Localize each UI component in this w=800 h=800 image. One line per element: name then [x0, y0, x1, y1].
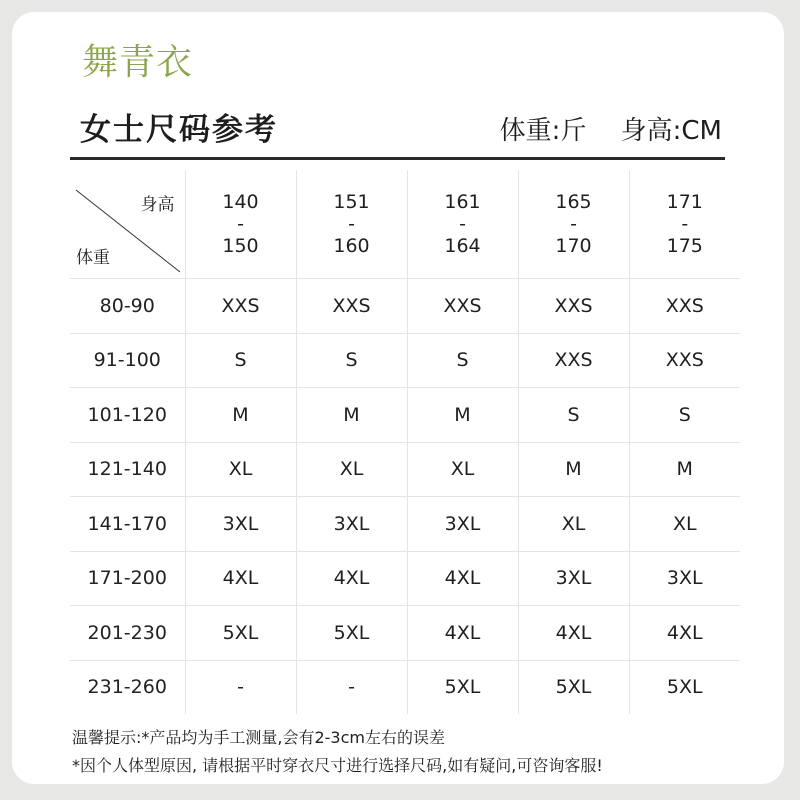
note-line: 温馨提示:*产品均为手工测量,会有2-3cm左右的误差	[72, 728, 445, 747]
height-to: 170	[555, 235, 592, 257]
size-cell: 4XL	[407, 551, 518, 606]
height-from: 161	[444, 191, 481, 213]
size-cell: XL	[185, 442, 296, 497]
size-cell: 4XL	[296, 551, 407, 606]
weight-range-cell: 80-90	[70, 279, 185, 334]
size-cell: -	[185, 660, 296, 714]
height-to: 164	[444, 235, 481, 257]
weight-range-cell: 201-230	[70, 606, 185, 661]
size-cell: 5XL	[185, 606, 296, 661]
size-cell: M	[185, 388, 296, 443]
corner-weight-label: 体重	[76, 248, 110, 268]
height-column-header	[518, 170, 629, 279]
height-to: 175	[666, 235, 703, 257]
size-cell: XXS	[518, 279, 629, 334]
weight-unit: 体重:斤	[499, 116, 587, 146]
size-cell: 4XL	[518, 606, 629, 661]
size-cell: S	[296, 333, 407, 388]
size-table	[70, 170, 740, 714]
size-cell: 5XL	[518, 660, 629, 714]
table-row	[70, 388, 740, 443]
height-to: 160	[333, 235, 370, 257]
size-cell: 3XL	[518, 551, 629, 606]
corner-height-label: 身高	[140, 195, 175, 215]
table-row	[70, 497, 740, 552]
size-cell: M	[629, 442, 740, 497]
height-from: 140	[222, 191, 259, 213]
size-cell: 5XL	[629, 660, 740, 714]
height-column-header	[629, 170, 740, 279]
table-row	[70, 333, 740, 388]
height-dash: -	[459, 213, 466, 235]
note-line: *因个人体型原因, 请根据平时穿衣尺寸进行选择尺码,如有疑问,可咨询客服!	[72, 756, 603, 775]
size-cell: XL	[518, 497, 629, 552]
size-cell: 5XL	[407, 660, 518, 714]
size-cell: S	[518, 388, 629, 443]
weight-range-cell: 91-100	[70, 333, 185, 388]
size-cell: XXS	[629, 333, 740, 388]
size-cell: XXS	[518, 333, 629, 388]
size-cell: S	[185, 333, 296, 388]
size-cell: XL	[407, 442, 518, 497]
size-cell: M	[518, 442, 629, 497]
height-from: 151	[333, 191, 370, 213]
size-cell: 3XL	[185, 497, 296, 552]
height-column-header	[185, 170, 296, 279]
size-cell: 5XL	[296, 606, 407, 661]
table-header-row	[70, 170, 740, 279]
size-cell: 4XL	[185, 551, 296, 606]
size-cell: XXS	[296, 279, 407, 334]
size-cell: S	[629, 388, 740, 443]
table-row	[70, 660, 740, 714]
table-row	[70, 606, 740, 661]
table-row	[70, 442, 740, 497]
title-divider	[70, 157, 725, 160]
height-dash: -	[681, 213, 689, 235]
size-cell: M	[296, 388, 407, 443]
height-dash: -	[570, 213, 577, 235]
weight-range-cell: 141-170	[70, 497, 185, 552]
size-cell: M	[407, 388, 518, 443]
height-from: 165	[555, 191, 592, 213]
brand-logo: 舞青衣	[82, 42, 194, 83]
height-to: 150	[222, 235, 259, 257]
height-dash: -	[237, 213, 244, 235]
table-row	[70, 279, 740, 334]
weight-range-cell: 231-260	[70, 660, 185, 714]
height-column-header	[407, 170, 518, 279]
size-cell: XXS	[407, 279, 518, 334]
size-cell: XL	[296, 442, 407, 497]
size-cell: 3XL	[407, 497, 518, 552]
height-column-header	[296, 170, 407, 279]
size-cell: -	[296, 660, 407, 714]
notes	[72, 724, 603, 780]
height-unit: 身高:CM	[620, 116, 722, 146]
page-title: 女士尺码参考	[80, 112, 278, 148]
size-cell: XL	[629, 497, 740, 552]
size-cell: XXS	[185, 279, 296, 334]
weight-range-cell: 121-140	[70, 442, 185, 497]
size-cell: 3XL	[296, 497, 407, 552]
size-cell: 3XL	[629, 551, 740, 606]
table-row	[70, 551, 740, 606]
size-cell: 4XL	[407, 606, 518, 661]
size-cell: XXS	[629, 279, 740, 334]
height-dash: -	[348, 213, 355, 235]
units-label	[494, 110, 722, 147]
size-cell: S	[407, 333, 518, 388]
corner-cell	[70, 170, 185, 279]
weight-range-cell: 101-120	[70, 388, 185, 443]
height-from: 171	[666, 191, 703, 213]
size-cell: 4XL	[629, 606, 740, 661]
weight-range-cell: 171-200	[70, 551, 185, 606]
